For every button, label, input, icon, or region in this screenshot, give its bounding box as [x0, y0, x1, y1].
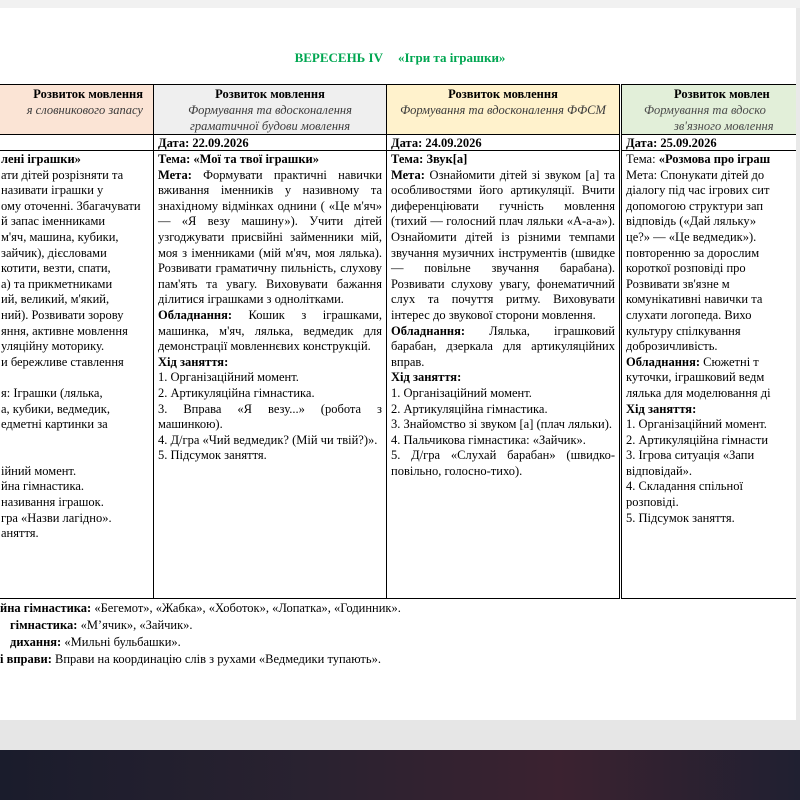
step-item: 1. Організаційний момент. [391, 385, 532, 400]
column-1-line: зайчик), дієсловами [1, 245, 107, 260]
step-item: 5. Підсумок заняття. [626, 510, 735, 525]
goal-line: доброзичливість. [626, 339, 718, 354]
topic-line: Тема: «Розмова про іграш [626, 152, 771, 166]
footer-label: і вправи: [0, 652, 52, 666]
column-1-section: я словникового запасу [26, 103, 143, 117]
column-1-date [0, 135, 153, 151]
step-item: 2. Артикуляційна гімнасти [626, 432, 769, 447]
column-1-line: котити, везти, спати, [1, 261, 111, 276]
goal-line: Мета: Спонукати дітей до [626, 167, 765, 182]
step-item: 3. Ігрова ситуація «Запи [626, 448, 755, 463]
topic-text: «Мої та твої іграшки» [193, 152, 320, 166]
column-4-section: Формування та вдоско зв'язного мовлення [644, 103, 774, 133]
document-title [0, 50, 800, 66]
step-item: 3. Знайомство зі звуком [а] (плач ляльки). [391, 417, 613, 432]
topic-text: Звук[а] [426, 152, 468, 166]
column-1 [0, 84, 154, 599]
goal-line: повторенню за дорослим [626, 245, 760, 260]
column-1-body [0, 151, 153, 543]
step-item: 1. Організаційний момент. [158, 370, 299, 385]
column-1-line: ий, великий, м'який, [1, 292, 110, 307]
goal-line: допомогою структури зап [626, 198, 764, 213]
footer-text: Вправи на координацію слів з рухами «Ведмедики тупають». [51, 652, 381, 666]
goal-line: комунікативні навички та [626, 292, 763, 307]
column-4-header [622, 85, 800, 135]
goal-line: культуру спілкування [626, 323, 741, 338]
step-item: 4. Пальчикова гімнастика: «Зайчик». [391, 432, 586, 447]
goal-line: Розвивати зв'язне м [626, 276, 730, 291]
column-1-line: яння, активне мовлення [1, 323, 128, 338]
step-item: 1. Організаційний момент. [626, 417, 767, 432]
footer-label: йна гімнастика: [0, 601, 92, 615]
step-item: 3. Вправа «Я везу...» (робота з машинкою). [158, 401, 382, 432]
step-item: 5. Підсумок заняття. [158, 448, 267, 463]
column-1-line: ому оточенні. Збагачувати [1, 198, 141, 213]
column-2-body [154, 151, 386, 465]
goal-line: відповідь («Дай ляльку» [626, 214, 757, 229]
equipment-line: лялька для моделювання ді [626, 385, 771, 400]
equipment-label: Обладнання: [391, 323, 466, 338]
goal-line: діалогу під час ігрових сит [626, 183, 770, 198]
step-item: 4. Складання спільної [626, 479, 743, 494]
steps-label: Хід заняття: [158, 354, 229, 369]
equipment-text: Кошик з іграшками, машинка, м'яч, лялька, ведмедик для демонстрації мовленнєвих конструкцій. [158, 307, 382, 354]
column-4-date: Дата: 25.09.2026 [622, 135, 800, 151]
scrollbar[interactable] [796, 8, 800, 720]
column-3-subject: Розвиток мовлення [448, 87, 558, 101]
top-toolbar-strip [0, 0, 800, 8]
footer-text: «Мильні бульбашки». [61, 635, 181, 649]
schedule-table [0, 84, 800, 599]
column-1-header [0, 85, 153, 135]
footer-label: дихання: [10, 635, 62, 649]
footer-notes [0, 600, 800, 668]
footer-line [0, 634, 800, 651]
column-1-line: и бережливе ставлення [1, 354, 124, 369]
column-1-line: м'яч, машина, кубики, [1, 229, 119, 244]
step-item: 2. Артикуляційна гімнастика. [158, 385, 315, 400]
column-1-subject: Розвиток мовлення [33, 87, 143, 101]
step-item: 5. Д/гра «Слухай барабан» (швидко-повільно, голосно-тихо). [391, 448, 615, 478]
footer-text: «Бегемот», «Жабка», «Хоботок», «Лопатка», «Годинник». [91, 601, 401, 615]
footer-label: гімнастика: [10, 618, 78, 632]
column-2-section: Формування та вдосконалення граматичної будови мовлення [188, 103, 352, 133]
goal-label: Мета: [158, 167, 192, 182]
footer-line [0, 651, 800, 668]
column-1-line: я: Іграшки (лялька, [1, 385, 103, 400]
goal-line: слухати логопеда. Вихо [626, 307, 752, 322]
column-3-section: Формування та вдосконалення ФФСМ [400, 103, 606, 117]
topic-label: Тема: [391, 152, 424, 166]
footer-text: «М’ячик», «Зайчик». [77, 618, 193, 632]
goal-label: Мета: [391, 167, 425, 182]
step-item: 4. Д/гра «Чий ведмедик? (Мій чи твій?)». [158, 432, 378, 447]
column-4-subject: Розвиток мовлен [674, 87, 770, 101]
title-theme: «Ігри та іграшки» [398, 50, 506, 65]
footer-line [0, 617, 800, 634]
column-2-subject: Розвиток мовлення [215, 87, 325, 101]
desktop-background [0, 750, 800, 800]
column-1-line: ати дітей розрізняти та [1, 167, 124, 182]
column-2 [153, 84, 387, 599]
column-1-line: едметні картинки за [1, 417, 108, 432]
column-3-header [387, 85, 619, 135]
equipment-text: Лялька, іграшковий барабан, дзеркала для артикуляційних вправ. [391, 323, 615, 369]
column-3-body [387, 151, 619, 480]
footer-line [0, 600, 800, 617]
column-1-line: ний). Розвивати зорову [1, 307, 124, 322]
column-1-line [1, 433, 149, 449]
equipment-label: Обладнання: [158, 307, 233, 322]
steps-label: Хід заняття: [391, 370, 462, 385]
column-1-line: гра «Назви лагідно». [1, 510, 112, 525]
column-1-line [1, 448, 149, 464]
column-1-line: ійний момент. [1, 463, 77, 478]
column-2-header [154, 85, 386, 135]
goal-text: Ознайомити дітей зі звуком [а] та особливостями його артикуляції. Вчити диференціювати гучність мовлення (тихий — голосний плач ляльки «А-а-а»). Ознайомити дітей із різними темпами звучання музичних інструментів (швидке — повільне звучання барабана). Розвивати слухову увагу, фонематичний слух та почуття ритму. Виховувати інтерес до звукової сторони мовлення. [391, 167, 615, 322]
column-1-line: аняття. [1, 526, 39, 541]
goal-line: це?» — «Це ведмедик»). [626, 229, 757, 244]
title-month: ВЕРЕСЕНЬ IV [294, 50, 383, 65]
goal-text: Формувати практичні навички вживання іменників у називному та знахідному відмінках однини ( «Це м'яч» — «Я везу машину»). Учити дітей узгоджувати присвійні займенники мій, моя з іменниками (мій м'яч, моя лялька). Розвивати граматичну пильність, слухову пам'ять та увагу. Виховувати бажання ділитися іграшками з однолітками. [158, 167, 383, 307]
column-4-body [622, 151, 800, 527]
column-4 [621, 84, 800, 599]
column-3-date: Дата: 24.09.2026 [387, 135, 619, 151]
column-1-line: а) та прикметниками [1, 276, 113, 291]
column-1-line: йна гімнастика. [1, 479, 85, 494]
column-1-line: лені іграшки» [1, 152, 81, 166]
equipment-line: Обладнання: Сюжетні т [626, 354, 759, 369]
column-2-date: Дата: 22.09.2026 [154, 135, 386, 151]
column-1-line: уляційну моторику. [1, 339, 105, 354]
goal-line: короткої розповіді про [626, 261, 746, 276]
step-item: розповіді. [626, 495, 679, 510]
column-1-line: називання іграшок. [1, 495, 104, 510]
step-item: відповідай». [626, 463, 693, 478]
equipment-line: куточки, іграшковий ведм [626, 370, 765, 385]
steps-label: Хід заняття: [626, 401, 697, 416]
column-3 [386, 84, 620, 599]
topic-label: Тема: [158, 152, 191, 166]
column-1-line: й запас іменниками [1, 214, 106, 229]
step-item: 2. Артикуляційна гімнастика. [391, 401, 548, 416]
document-page [0, 8, 800, 720]
column-1-line: називати іграшки у [1, 183, 104, 198]
window-bottom-margin [0, 720, 800, 750]
column-1-line [1, 370, 149, 386]
column-1-line: а, кубики, ведмедик, [1, 401, 110, 416]
